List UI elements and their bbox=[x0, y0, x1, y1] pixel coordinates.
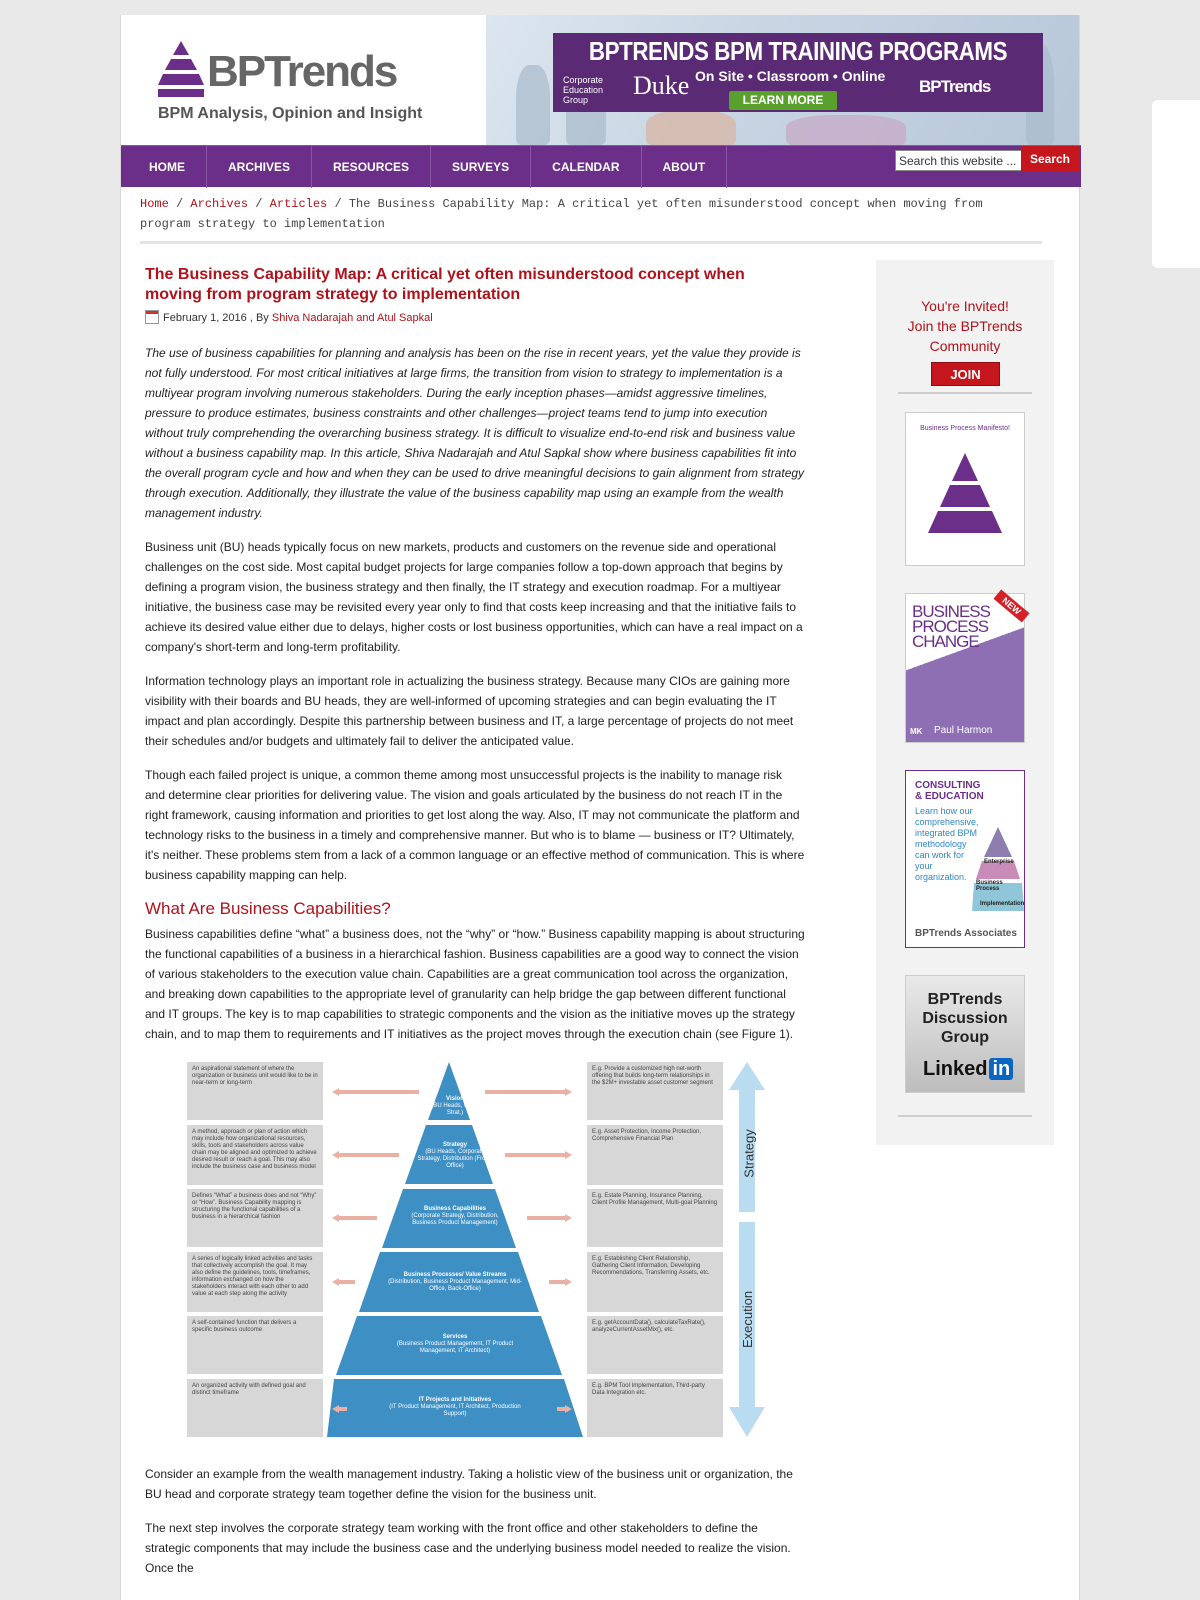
breadcrumb-separator: / bbox=[255, 197, 263, 211]
pyramid-icon bbox=[922, 453, 1008, 539]
article-title: The Business Capability Map: A critical yet often misunderstood concept when moving from program strategy to implementation bbox=[145, 266, 745, 303]
article-paragraph: The next step involves the corporate strategy team working with the front office and other stakeholders to define the strategic components that may include the business case and the underlying business model needed to realize the vision. Once the bbox=[145, 1521, 791, 1575]
group-title: BPTrends Discussion Group bbox=[922, 991, 1008, 1046]
duke-logo: Duke bbox=[633, 71, 690, 100]
definition-box: An aspirational statement of where the organization or business unit would like to be in near-term or long-term bbox=[187, 1062, 323, 1120]
article-meta bbox=[145, 310, 805, 328]
article-paragraph: Though each failed project is unique, a common theme among most unsuccessful projects is the inability to manage risk and determine clear priorities for delivering value. The vision and goals articulated by the business do not reach IT in the right framework, causing information and priorities to get lost along the way. Also, IT may not communicate the platform and technology risks to the business in a timely and comprehensive manner. But who is to blame — business or IT? Ultimately, it's neither. These problems stem from a lack of a common language or an effective method of communication. This is where business capability mapping can help. bbox=[145, 768, 805, 882]
pyramid-level: Business Processes/ Value Streams (Distribution, Business Product Management, Mid-Office, Back-Office) bbox=[388, 1272, 522, 1292]
page-container bbox=[120, 15, 1080, 1600]
capability-pyramid-figure bbox=[187, 1062, 767, 1442]
sidebar bbox=[876, 260, 1054, 1145]
publisher-logo: MK bbox=[910, 727, 923, 736]
join-button[interactable]: JOIN bbox=[931, 362, 1000, 386]
article-paragraph: Business capabilities define “what” a business does, not the “why” or “how.” Business capability mapping is about structuring the functional capabilities of a business in a hierarchical fashion. Business capabilities are a good way to connect the vision of various stakeholders to the execution value chain. Capabilities are a great communication tool across the organization, and breaking down capabilities to the appropriate level of granularity can help bridge the gap between different functional and IT groups. The key is to map capabilities to strategic components and the vision as the initiative moves up the strategy chain, and to map them to requirements and IT initiatives as the project moves through the execution chain (see Figure 1). bbox=[145, 927, 805, 1041]
definition-box: An organized activity with defined goal and distinct timeframe bbox=[187, 1379, 323, 1437]
nav-surveys[interactable]: SURVEYS bbox=[431, 146, 531, 188]
article-date: February 1, 2016 bbox=[163, 312, 247, 324]
banner-bptrends-logo: BPTrends bbox=[919, 77, 991, 96]
book-title: BUSINESS PROCESS CHANGE bbox=[912, 602, 990, 651]
example-box: E.g. Asset Protection, Income Protection, Comprehensive Financial Plan bbox=[587, 1125, 723, 1185]
example-box: E.g. Provide a customized high net-worth offering that builds long-term relationships in the $2M+ investable asset customer segment bbox=[587, 1062, 723, 1120]
linkedin-logo: Linked in bbox=[923, 1058, 1013, 1081]
bpc-book-link[interactable] bbox=[905, 593, 1025, 743]
nav-about[interactable]: ABOUT bbox=[642, 146, 728, 188]
breadcrumb-home[interactable]: Home bbox=[140, 197, 169, 211]
definition-box: A self-contained function that delivers a specific business outcome bbox=[187, 1316, 323, 1374]
banner-subtitle: On Site • Classroom • Online bbox=[695, 68, 886, 84]
article-paragraph: Consider an example from the wealth management industry. Taking a holistic view of the business unit or organization, the BU head and corporate strategy team together define the vision for the business unit. bbox=[145, 1467, 793, 1501]
new-badge: NEW bbox=[993, 590, 1029, 623]
strategy-execution-axis bbox=[727, 1062, 767, 1437]
article-paragraph: Business unit (BU) heads typically focus on new markets, products and customers on the revenue side and operational challenges on the cost side. Most capital budget projects for large companies follow a top-down approach that begins by defining a program vision, the business strategy and then finally, the IT strategy and execution roadmap. For a multiyear initiative, the business case may be revisited every year only to find that costs keep increasing and that the initiative fails to achieve its desired value either due to delays, higher costs or lost business opportunities, which can have a real impact on a company's short-term and long-term profitability. bbox=[145, 540, 803, 654]
definition-box: A series of logically linked activities and tasks that collectively accomplish the goal. It may also define the guidelines, tools, timeframes, information exchanged on how the stakeholders interact with each other to add value at each step along the activity bbox=[187, 1252, 323, 1312]
nav-resources[interactable]: RESOURCES bbox=[312, 146, 431, 188]
example-box: E.g. Establishing Client Relationship, Gathering Client Information, Developing Recommendations, Transferring Assets, etc. bbox=[587, 1252, 723, 1312]
section-heading: What Are Business Capabilities? bbox=[145, 899, 391, 918]
article-paragraph: Information technology plays an important role in actualizing the business strategy. Because many CIOs are gaining more visibility with their boards and BU heads, they are well-informed of upcoming strategies and can begin evaluating the IT impact and plan accordingly. Despite this partnership between business and IT, a large percentage of projects do not meet their schedules and/or budgets and ultimately fail to deliver the anticipated value. bbox=[145, 674, 794, 748]
breadcrumb-archives[interactable]: Archives bbox=[190, 197, 249, 211]
pyramid-level: Strategy (BU Heads, Corporate Strategy, Distribution (Front-Office) bbox=[417, 1142, 493, 1169]
pyramid-level: Services (Business Product Management, IT Product Management, IT Architect) bbox=[396, 1334, 514, 1354]
linkedin-group-link[interactable] bbox=[905, 975, 1025, 1093]
tier-label: Implementation bbox=[980, 901, 1025, 907]
invite-line: You're Invited! bbox=[921, 298, 1009, 314]
site-tagline: BPM Analysis, Opinion and Insight bbox=[158, 105, 423, 122]
article-intro: The use of business capabilities for planning and analysis has been on the rise in recent years, yet the value they provide is not fully understood. For most critical initiatives at large firms, the transition from vision to strategy to implementation is a multiyear program involving numerous stakeholders. During the early inception phases—amidst aggressive timelines, pressure to produce estimates, business constraints and other challenges—project teams tend to jump into execution without truly comprehending the overarching business strategy. It is difficult to visualize end-to-end risk and business value without a business capability map. In this article, Shiva Nadarajah and Atul Sapkal show where business capabilities fit into the overall program cycle and how and when they can be used to drive meaningful decisions to gain alignment from strategy through execution. Additionally, they illustrate the value of the business capability map using an example from the wealth management industry. bbox=[145, 346, 805, 520]
corporate-education-logo: Corporate Education Group bbox=[563, 75, 604, 105]
sidebar-divider bbox=[898, 1115, 1032, 1117]
sidebar-divider bbox=[898, 392, 1032, 394]
training-ad-banner[interactable] bbox=[553, 33, 1043, 112]
book-title: Business Process Manifesto! bbox=[920, 425, 1010, 432]
tier-label: Business Process bbox=[976, 880, 1003, 892]
breadcrumb bbox=[140, 194, 1040, 234]
consulting-ad-link[interactable] bbox=[905, 770, 1025, 948]
pyramid-graphic bbox=[327, 1062, 583, 1437]
article-by: , By bbox=[249, 312, 269, 324]
example-box: E.g. BPM Tool Implementation, Third-party Data Integration etc. bbox=[587, 1379, 723, 1437]
site-header bbox=[121, 15, 1079, 145]
tier-label: Enterprise bbox=[984, 859, 1014, 865]
banner-title: BPTRENDS BPM TRAINING PROGRAMS bbox=[588, 36, 1008, 66]
breadcrumb-articles[interactable]: Articles bbox=[269, 197, 328, 211]
side-scroll-panel bbox=[1152, 100, 1200, 268]
tier-pyramid-icon bbox=[946, 827, 1024, 911]
community-invite bbox=[876, 296, 1054, 356]
nav-calendar[interactable]: CALENDAR bbox=[531, 146, 641, 188]
manifesto-book-link[interactable] bbox=[905, 412, 1025, 566]
search-button[interactable]: Search bbox=[1021, 146, 1079, 172]
article-authors-link[interactable]: Shiva Nadarajah and Atul Sapkal bbox=[271, 312, 433, 324]
breadcrumb-current: The Business Capability Map: A critical yet often misunderstood concept when moving from program strategy to implementation bbox=[140, 197, 983, 231]
ad-brand: BPTrends Associates bbox=[915, 928, 1017, 939]
site-logo-text[interactable]: BPTrends bbox=[207, 47, 397, 96]
breadcrumb-divider bbox=[140, 241, 1042, 244]
example-box: E.g. getAccountData(), calculateTaxRate(), analyzeCurrentAssetMix(), etc. bbox=[587, 1316, 723, 1374]
book-author: Paul Harmon bbox=[934, 725, 993, 736]
article bbox=[145, 265, 805, 1578]
nav-home[interactable]: HOME bbox=[121, 146, 207, 188]
nav-archives[interactable]: ARCHIVES bbox=[207, 146, 312, 188]
invite-line: Join the BPTrends bbox=[907, 318, 1023, 334]
invite-line: Community bbox=[929, 338, 1001, 354]
search-input[interactable] bbox=[895, 150, 1027, 171]
example-box: E.g. Estate Planning, Insurance Planning, Client Profile Management, Multi-goal Planning bbox=[587, 1189, 723, 1247]
logo-pyramid-icon[interactable] bbox=[158, 41, 204, 97]
axis-label-execution: Execution bbox=[740, 1290, 756, 1349]
pyramid-level: IT Projects and Initiatives (IT Product Management, IT Architect, Production Support) bbox=[389, 1397, 521, 1417]
ad-text: Learn how our comprehensive, integrated BPM methodology can work for your organization. bbox=[915, 806, 979, 882]
breadcrumb-separator: / bbox=[334, 197, 342, 211]
pyramid-level: Vision (BU Heads, Corp. Strat.) bbox=[431, 1096, 479, 1116]
pyramid-level: Business Capabilities (Corporate Strategy, Distribution, Business Product Management) bbox=[411, 1206, 499, 1226]
learn-more-button[interactable]: LEARN MORE bbox=[729, 91, 837, 110]
ad-title: CONSULTING & EDUCATION bbox=[915, 780, 984, 802]
calendar-icon bbox=[145, 310, 159, 324]
definition-box: Defines “What” a business does and not “Why” or “How”. Business Capability mapping is structuring the functional capabilities of a business in a hierarchical fashion bbox=[187, 1189, 323, 1247]
breadcrumb-separator: / bbox=[176, 197, 184, 211]
axis-label-strategy: Strategy bbox=[741, 1129, 757, 1178]
definition-box: A method, approach or plan of action which may include how organizational resources, skills, tools and stakeholders across value chain may be aligned and optimized to achieve desired result or reach a goal. This may also include the business case and business model bbox=[187, 1125, 323, 1185]
